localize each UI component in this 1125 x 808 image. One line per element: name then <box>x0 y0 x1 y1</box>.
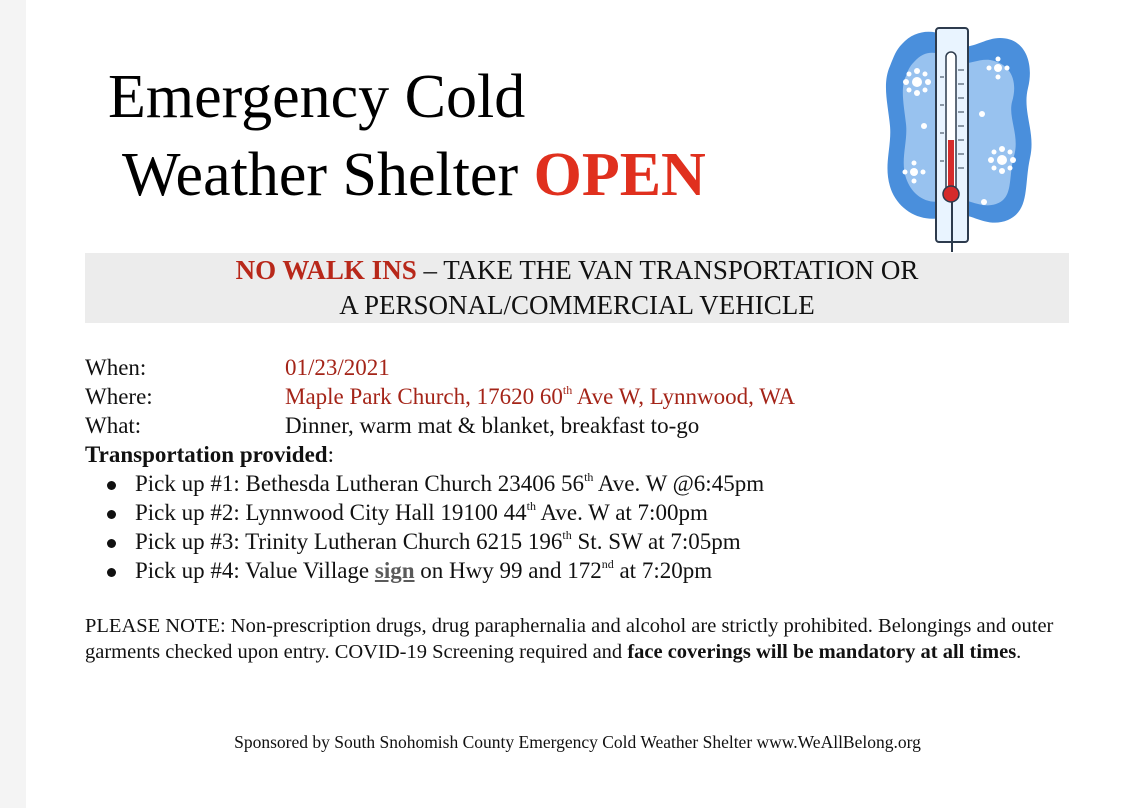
pickup-1-time: Ave. W @6:45pm <box>593 471 765 496</box>
banner-line-1 <box>85 253 1069 288</box>
bullet-icon <box>107 539 116 548</box>
pickup-list <box>85 469 1085 585</box>
transport-colon: : <box>327 442 334 467</box>
pickup-3-time: St. SW at 7:05pm <box>571 529 741 554</box>
bullet-icon <box>107 510 116 519</box>
transport-label: Transportation provided <box>85 442 328 467</box>
pickup-2-time: Ave. W at 7:00pm <box>535 500 708 525</box>
open-label: OPEN <box>533 141 706 209</box>
what-row <box>85 411 1085 440</box>
thermometer-icon <box>880 22 1040 254</box>
where-suffix: th <box>562 383 573 397</box>
pickup-1-suffix: th <box>584 470 594 484</box>
pickup-item-2 <box>107 498 1085 527</box>
pickup-2-text: Pick up #2: Lynnwood City Hall 19100 44 <box>135 500 527 525</box>
title-line-2 <box>108 136 706 214</box>
pickup-1-text: Pick up #1: Bethesda Lutheran Church 23406 56 <box>135 471 585 496</box>
where-row <box>85 382 1085 411</box>
banner-line-1-rest: – TAKE THE VAN TRANSPORTATION OR <box>416 255 919 285</box>
please-note <box>85 613 1065 665</box>
no-walk-ins-banner <box>85 253 1069 323</box>
where-value <box>285 382 795 411</box>
event-details <box>85 353 1085 585</box>
banner-line-2: A PERSONAL/COMMERCIAL VEHICLE <box>339 290 815 320</box>
when-label: When: <box>85 355 147 380</box>
page-title <box>108 58 706 214</box>
pickup-4-suffix: nd <box>601 557 614 571</box>
pickup-item-1 <box>107 469 1085 498</box>
pickup-4-text: Pick up #4: Value Village <box>135 558 375 583</box>
where-label: Where: <box>85 384 153 409</box>
bullet-icon <box>107 481 116 490</box>
title-line-1: Emergency Cold <box>108 63 526 131</box>
where-address: Maple Park Church, 17620 60 <box>285 384 563 409</box>
transport-heading <box>85 440 1085 469</box>
what-value: Dinner, warm mat & blanket, breakfast to-go <box>285 413 700 438</box>
when-row <box>85 353 1085 382</box>
note-face-coverings: face coverings will be mandatory at all times <box>627 641 1017 663</box>
bullet-icon <box>107 568 116 577</box>
when-value: 01/23/2021 <box>285 355 390 380</box>
pickup-2-suffix: th <box>526 499 536 513</box>
pickup-4-time: at 7:20pm <box>613 558 713 583</box>
no-walk-ins-label: NO WALK INS <box>235 255 417 285</box>
where-city: Ave W, Lynnwood, WA <box>572 384 796 409</box>
page-left-margin <box>0 0 26 808</box>
pickup-item-4 <box>107 556 1085 585</box>
pickup-3-suffix: th <box>562 528 572 542</box>
pickup-item-3 <box>107 527 1085 556</box>
sponsor-line: Sponsored by South Snohomish County Emergency Cold Weather Shelter www.WeAllBelong.org <box>234 732 921 752</box>
pickup-4-location: on Hwy 99 and 172 <box>414 558 602 583</box>
pickup-3-text: Pick up #3: Trinity Lutheran Church 6215 196 <box>135 529 563 554</box>
note-text: PLEASE NOTE: Non-prescription drugs, drug paraphernalia and alcohol are strictly prohibited. Belongings and outer garments checked upon entry. COVID-19 Screening required and <box>85 615 1054 663</box>
sign-link[interactable]: sign <box>374 558 415 583</box>
title-line-2-text: Weather Shelter <box>122 141 519 209</box>
note-end: . <box>1016 641 1022 663</box>
what-label: What: <box>85 413 142 438</box>
